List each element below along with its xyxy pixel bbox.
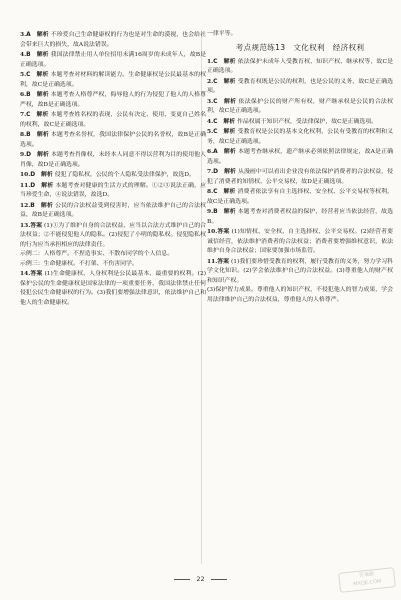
answer-item xyxy=(20,201,206,221)
answer-number: 13. xyxy=(20,221,31,229)
answer-text: (1)①为了维护自身的合法权益，应当以合法方式维护自己的合法权益；②不能侵犯他人的隐私。(2)侵犯了小明的隐私权。侵犯隐私权的行为应当承担相应的法律责任。 xyxy=(20,222,206,248)
answer-tag: 答案 xyxy=(30,222,43,229)
answer-tag: C 解析 xyxy=(213,98,237,105)
answer-tag: A 解析 xyxy=(26,32,49,38)
answer-tag: C 解析 xyxy=(213,189,236,195)
answer-text: 依法保护未成年人受教育权、知识产权、继承权等，故C是正确选项。 xyxy=(207,58,393,74)
answer-item xyxy=(20,150,206,170)
answer-text: 作品权属于知识产权，受法律保护，故C是正确选项。 xyxy=(237,118,378,125)
section-title xyxy=(207,41,393,54)
answer-text: 受教育权是公民的基本文化权利，公民有受教育的权利和义务，故C是正确选项。 xyxy=(207,129,393,145)
answer-tag: C 解析 xyxy=(213,78,236,85)
answer-tag: B 解析 xyxy=(26,92,49,98)
answer-number: 3. xyxy=(20,31,27,38)
answer-text: 侵犯了隐私权，公民的个人隐私受法律保护，故选D。 xyxy=(54,172,195,178)
answer-text: (1)生命健康权、人身权利是公民最基本、最重要的权利。(2)保护公民的生命健康权是国家法律的一项重要任务，我国法律禁止任何侵犯公民生命健康权的行为。(3)我们要增强法律意识，依法维护自己和他人的生命健康权。 xyxy=(20,271,206,306)
answer-text: 消费者依法享有自主选择权、安全权、公平交易权等权利，故C是正确选项。 xyxy=(207,189,393,205)
answer-text: 依法保护公民的财产所有权，财产继承权是公民的合法权利，故C是正确选项。 xyxy=(207,98,393,114)
answer-item xyxy=(207,286,393,305)
footer-rule-left xyxy=(174,579,190,580)
answer-item xyxy=(207,207,393,227)
answer-tag: D 解析 xyxy=(30,182,54,189)
answer-number: 8. xyxy=(20,131,27,138)
answer-text: 本题考查姓名权的表现，公民有决定、使用、变更自己姓名的权利，故C是正确选项。 xyxy=(20,112,206,128)
answer-tag: B 解析 xyxy=(26,132,49,138)
answer-item xyxy=(20,70,206,90)
answer-item xyxy=(207,167,393,187)
answer-number: 5. xyxy=(207,128,214,135)
answer-number: 5. xyxy=(20,71,27,78)
answer-tag: A 解析 xyxy=(213,149,236,155)
continuation-text: 一律平等。 xyxy=(207,31,237,37)
answer-text: 本题考查人格尊严权，侮辱他人的行为侵犯了他人的人格尊严权，故B是正确选项。 xyxy=(20,92,206,108)
answer-item xyxy=(207,227,393,257)
answer-tag: 答案 xyxy=(217,229,230,235)
answer-text: 本题考查对消费者权益的保护，经营者应当依法经营，故选B。 xyxy=(207,209,393,225)
answer-tag: C 解析 xyxy=(26,72,49,78)
answer-number: 6. xyxy=(20,91,27,98)
answer-text: 示例三：生命健康权。不打架、不伤害同学。 xyxy=(20,260,138,267)
answer-item xyxy=(20,260,206,270)
answer-item xyxy=(207,187,393,207)
answer-text: 不珍爱自己生命健康权的行为也是对生命的漠视，也会给社会带来巨大的损失，故A说法错误。 xyxy=(20,32,206,48)
answer-tag: 答案 xyxy=(217,258,230,265)
answer-item xyxy=(20,50,206,70)
answer-item xyxy=(20,30,206,50)
answer-text: 本题考查继承权，遗产继承必须依照法律规定，故A是正确选项。 xyxy=(207,149,393,165)
answer-tag: B 解析 xyxy=(26,52,49,58)
answer-text: 本题考查对材料的解读能力。生命健康权是公民最基本的权利，故C是正确选项。 xyxy=(20,72,206,88)
watermark-stamp: 答案圈 MXQE.COM xyxy=(338,567,396,593)
answer-tag: D 解析 xyxy=(26,152,50,158)
answer-number: 1. xyxy=(207,57,214,65)
answer-number: 7. xyxy=(207,168,214,175)
answer-item xyxy=(207,147,393,167)
answer-number: 14. xyxy=(20,270,31,277)
answer-item xyxy=(20,250,206,260)
left-column xyxy=(20,30,206,568)
answer-number: 3. xyxy=(207,97,214,105)
answer-number: 7. xyxy=(20,111,27,118)
answer-text: 本题考查名誉权，我国法律保护公民的名誉权，故B是正确选项。 xyxy=(20,132,206,148)
answer-item xyxy=(20,130,206,150)
answer-tag: D 解析 xyxy=(213,169,237,175)
answer-number: 6. xyxy=(207,148,214,155)
answer-text: 本题考查肖像权，未经本人同意不得以营利为目的使用他人肖像，故D是正确选项。 xyxy=(20,152,206,168)
answer-item xyxy=(207,77,393,97)
answer-tag: 答案 xyxy=(30,271,43,277)
answer-text: 受教育权既是公民的权利，也是公民的义务，故C是正确选项。 xyxy=(207,78,393,94)
answer-item xyxy=(20,170,206,181)
answer-tag: C 解析 xyxy=(213,58,236,65)
page-number: 22 xyxy=(196,575,205,583)
answer-item xyxy=(207,97,393,117)
answer-tag: C 解析 xyxy=(213,129,236,135)
answer-text: (1)我们要珍惜受教育的权利，履行受教育的义务，努力学习科学文化知识。(2)学会依法维护自己的合法权益。(3)尊重他人的财产权和知识产权。 xyxy=(207,258,393,284)
answer-item xyxy=(20,110,206,130)
answer-number: 9. xyxy=(20,151,27,158)
answer-number: 9. xyxy=(207,208,214,215)
right-column xyxy=(207,30,393,568)
answer-text: 示例二：人格尊严。不捏造事实、不散布同学的个人信息。 xyxy=(20,251,174,257)
answer-text: 公民的合法权益受到侵害时，应当依法维护自己的合法权益，故B是正确选项。 xyxy=(20,202,206,218)
answer-tag: D 解析 xyxy=(30,172,53,178)
answer-text: 从漫画中可以看出企业没有依法保护消费者的合法权益，侵犯了消费者的知情权、公平交易权，故D是正确选项。 xyxy=(207,169,393,185)
answer-number: 10. xyxy=(20,171,31,178)
answer-tag: C 解析 xyxy=(26,112,49,118)
answer-tag: B 解析 xyxy=(213,209,236,215)
answer-text: (3)保护智力成果。尊重他人的知识产权，不侵犯他人的智力成果，学会用法律维护自己的合法权益，尊重他人的人格尊严。 xyxy=(207,287,393,303)
answer-number: 4. xyxy=(207,117,214,125)
answer-item xyxy=(20,181,206,201)
answer-item xyxy=(20,221,206,251)
answer-text: 本题考查对健康的生活方式的理解。①②③说法正确，应当珍爱生命，④说法错误，故选D。 xyxy=(20,182,206,198)
answer-item xyxy=(207,57,393,77)
answer-number: 2. xyxy=(207,77,214,85)
answer-number: 12. xyxy=(20,201,31,209)
answer-number: 8. xyxy=(207,188,214,195)
answer-text: 我国法律禁止用人单位招用未满16周岁的未成年人，故B是正确选项。 xyxy=(20,52,206,68)
answer-number: 11. xyxy=(207,257,218,265)
answer-item xyxy=(207,117,393,128)
answer-item xyxy=(207,257,393,287)
footer-rule-right xyxy=(211,579,227,580)
answer-number: 10. xyxy=(207,228,218,235)
answer-number: 4. xyxy=(20,51,27,58)
right-answers xyxy=(207,57,393,306)
answer-tag: B 解析 xyxy=(30,202,54,209)
answer-tag: C 解析 xyxy=(213,118,236,125)
answer-item xyxy=(20,90,206,110)
answer-item xyxy=(20,269,206,308)
section-title-text: 考点规范练13 文化权利 经济权利 xyxy=(235,42,365,52)
answer-item xyxy=(207,127,393,147)
answer-text: (1)知情权、安全权、自主选择权、公平交易权。(2)经营者要诚信经营，依法维护消费者的合法权益；消费者要增强维权意识，依法维护自身合法权益；国家要加强市场监管。 xyxy=(207,229,393,254)
answer-number: 11. xyxy=(20,181,31,189)
